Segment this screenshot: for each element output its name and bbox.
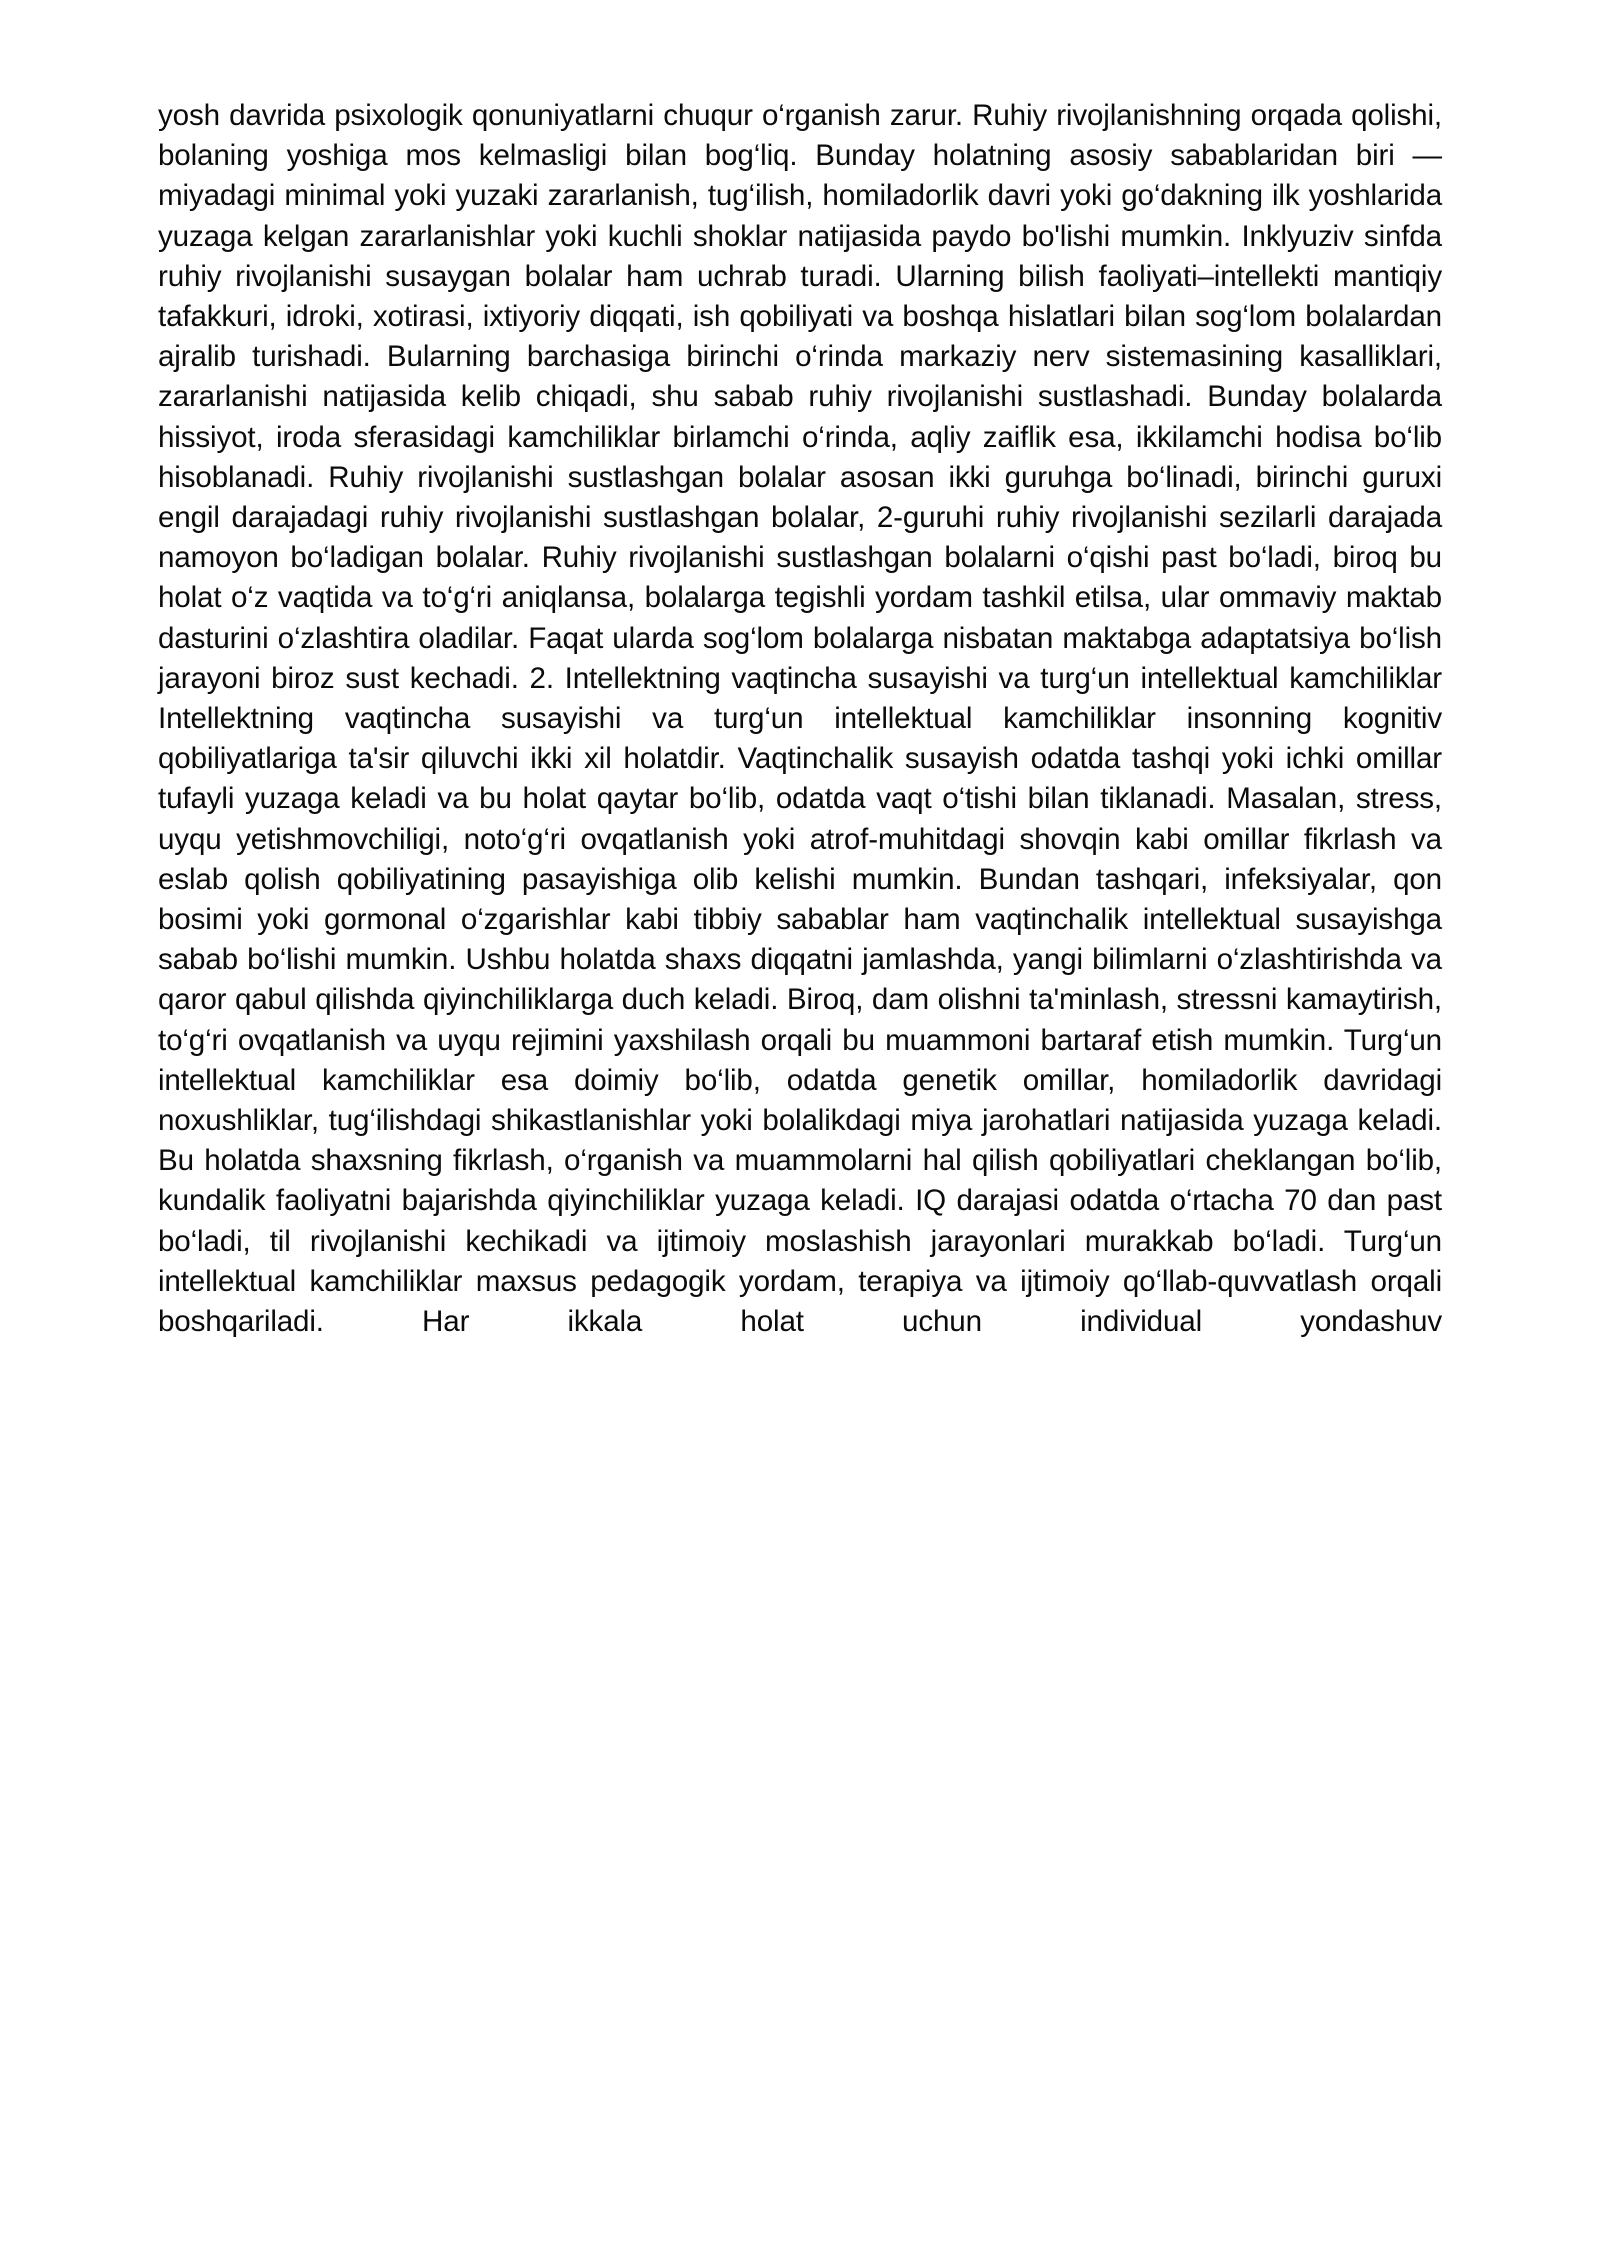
body-paragraph: yosh davrida psixologik qonuniyatlarni chuqur o‘rganish zarur. Ruhiy rivojlanishning orqada qolishi, bolaning yoshiga mos kelmasligi bilan bog‘liq. Bunday holatning asosiy sabablaridan biri — miyadagi minimal yoki yuzaki zararlanish, tug‘ilish, homiladorlik davri yoki go‘dakning ilk yoshlarida yuzaga kelgan zararlanishlar yoki kuchli shoklar natijasida paydo bo'lishi mumkin. Inklyuziv sinfda ruhiy rivojlanishi susaygan bolalar ham uchrab turadi. Ularning bilish faoliyati–intellekti mantiqiy tafakkuri, idroki, xotirasi, ixtiyoriy diqqati, ish qobiliyati va boshqa hislatlari bilan sog‘lom bolalardan ajralib turishadi. Bularning barchasiga birinchi o‘rinda markaziy nerv sistemasining kasalliklari, zararlanishi natijasida kelib chiqadi, shu sabab ruhiy rivojlanishi sustlashadi. Bunday bolalarda hissiyot, iroda sferasidagi kamchiliklar birlamchi o‘rinda, aqliy zaiflik esa, ikkilamchi hodisa bo‘lib hisoblanadi. Ruhiy rivojlanishi sustlashgan bolalar asosan ikki guruhga bo‘linadi, birinchi guruxi engil darajadagi ruhiy rivojlanishi sustlashgan bolalar, 2-guruhi ruhiy rivojlanishi sezilarli darajada namoyon bo‘ladigan bolalar. Ruhiy rivojlanishi sustlashgan bolalarni o‘qishi past bo‘ladi, biroq bu holat o‘z vaqtida va to‘g‘ri aniqlansa, bolalarga tegishli yordam tashkil etilsa, ular ommaviy maktab dasturini o‘zlashtira oladilar. Faqat ularda sog‘lom bolalarga nisbatan maktabga adaptatsiya bo‘lish jarayoni biroz sust kechadi. 2. Intellektning vaqtincha susayishi va turg‘un intellektual kamchiliklar Intellektning vaqtincha susayishi va turg‘un intellektual kamchiliklar insonning kognitiv qobiliyatlariga ta'sir qiluvchi ikki xil holatdir. Vaqtinchalik susayish odatda tashqi yoki ichki omillar tufayli yuzaga keladi va bu holat qaytar bo‘lib, odatda vaqt o‘tishi bilan tiklanadi. Masalan, stress, uyqu yetishmovchiligi, noto‘g‘ri ovqatlanish yoki atrof-muhitdagi shovqin kabi omillar fikrlash va eslab qolish qobiliyatining pasayishiga olib kelishi mumkin. Bundan tashqari, infeksiyalar, qon bosimi yoki gormonal o‘zgarishlar kabi tibbiy sabablar ham vaqtinchalik intellektual susayishga sabab bo‘lishi mumkin. Ushbu holatda shaxs diqqatni jamlashda, yangi bilimlarni o‘zlashtirishda va qaror qabul qilishda qiyinchiliklarga duch keladi. Biroq, dam olishni ta'minlash, stressni kamaytirish, to‘g‘ri ovqatlanish va uyqu rejimini yaxshilash orqali bu muammoni bartaraf etish mumkin. Turg‘un intellektual kamchiliklar esa doimiy bo‘lib, odatda genetik omillar, homiladorlik davridagi noxushliklar, tug‘ilishdagi shikastlanishlar yoki bolalikdagi miya jarohatlari natijasida yuzaga keladi. Bu holatda shaxsning fikrlash, o‘rganish va muammolarni hal qilish qobiliyatlari cheklangan bo‘lib, kundalik faoliyatni bajarishda qiyinchiliklar yuzaga keladi. IQ darajasi odatda o‘rtacha 70 dan past bo‘ladi, til rivojlanishi kechikadi va ijtimoiy moslashish jarayonlari murakkab bo‘ladi. Turg‘un intellektual kamchiliklar maxsus pedagogik yordam, terapiya va ijtimoiy qo‘llab-quvvatlash orqali boshqariladi. Har ikkala holat uchun individual yondashuv <box>158 99 1442 1339</box>
body-text-column <box>158 96 1442 1383</box>
